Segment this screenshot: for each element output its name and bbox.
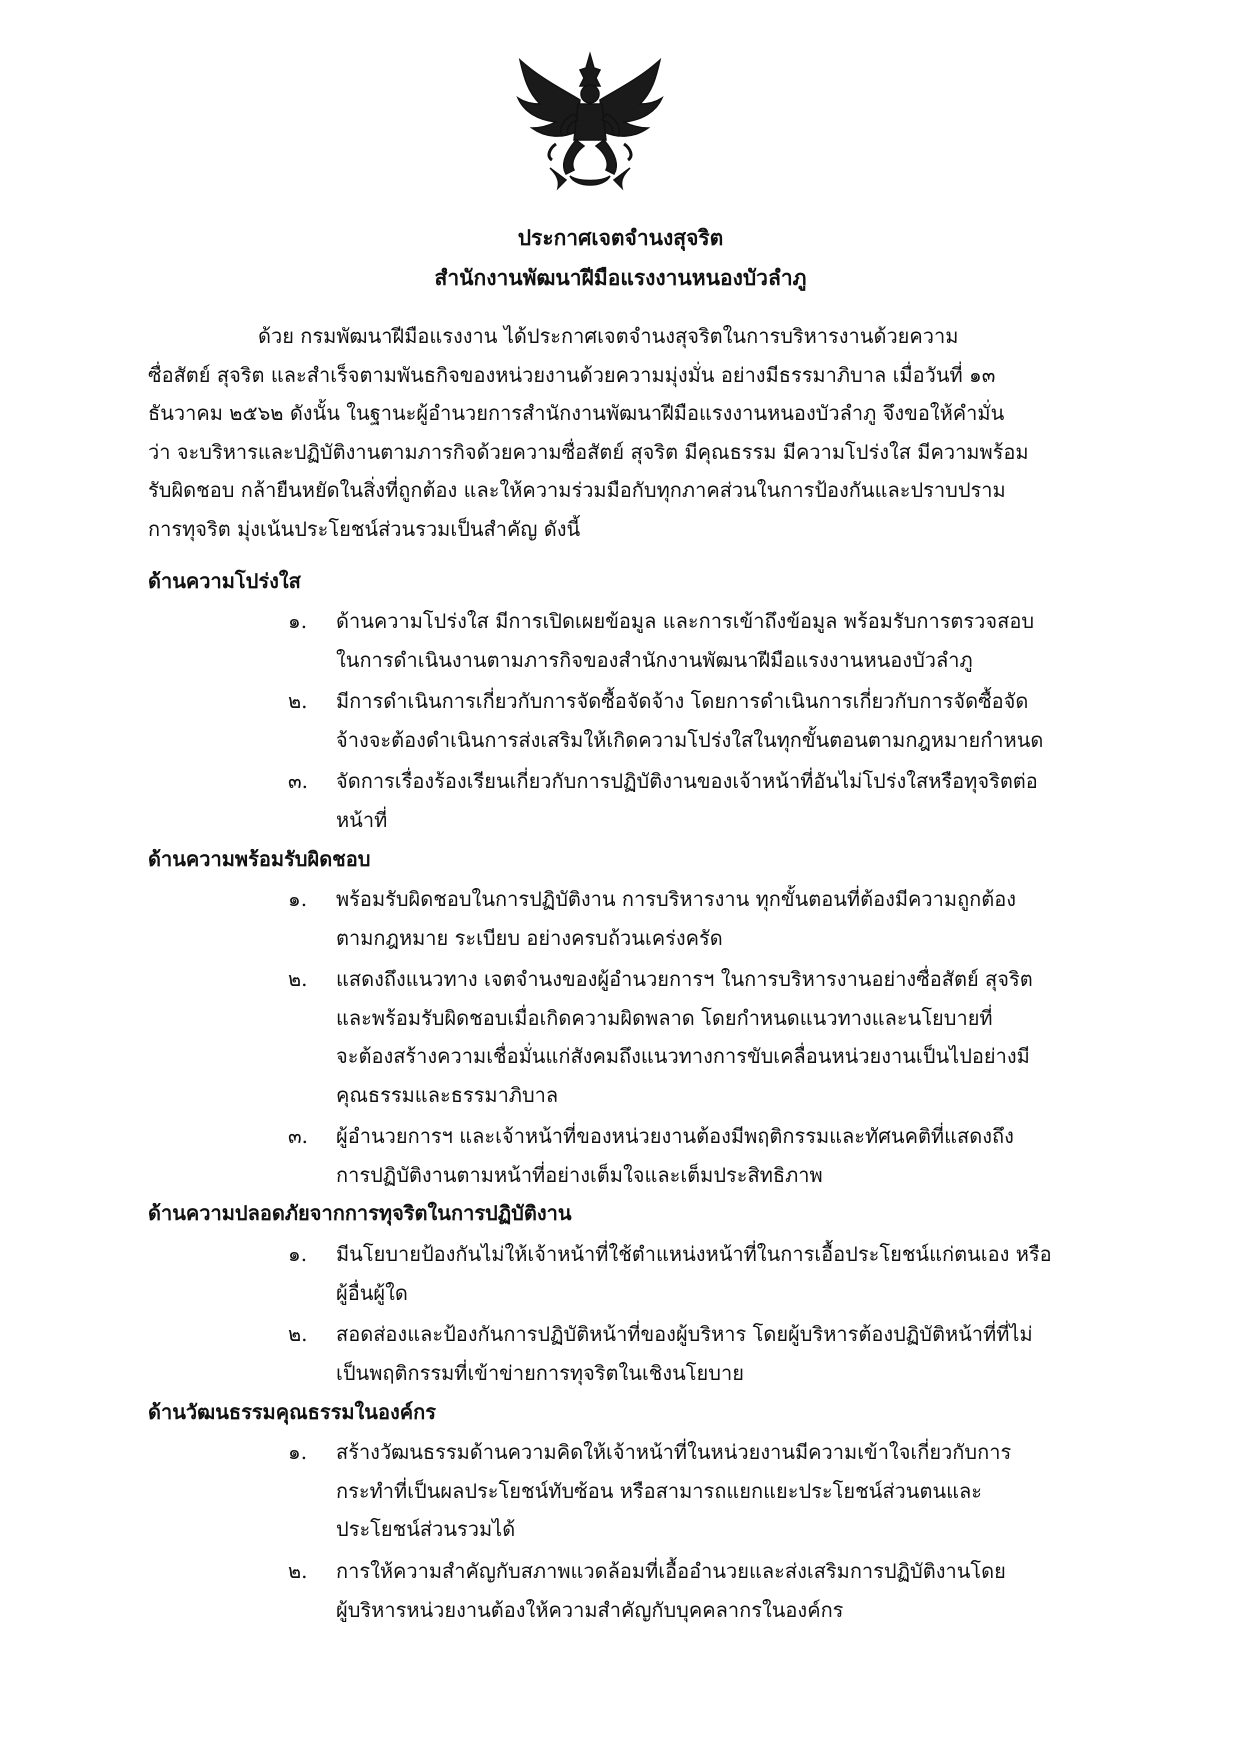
item-line: ผู้บริหารหน่วยงานต้องให้ความสำคัญกับบุคคลากรในองค์กร [336,1597,844,1622]
section-heading: ด้านความโปร่งใส [148,569,301,593]
item-line: การให้ความสำคัญกับสภาพแวดล้อมที่เอื้ออำนวยและส่งเสริมการปฏิบัติงานโดย [336,1559,1006,1583]
intro-line: รับผิดชอบ กล้ายืนหยัดในสิ่งที่ถูกต้อง และให้ความร่วมมือกับทุกภาคส่วนในการป้องกันและปราบปราม [148,478,1006,502]
item-line: ด้านความโปร่งใส มีการเปิดเผยข้อมูล และการเข้าถึงข้อมูล พร้อมรับการตรวจสอบ [336,609,1035,633]
intro-line: ว่า จะบริหารและปฏิบัติงานตามภารกิจด้วยความซื่อสัตย์ สุจริต มีคุณธรรม มีความโปร่งใส มีความพร้อม [148,439,1029,464]
item-line: จะต้องสร้างความเชื่อมั่นแก่สังคมถึงแนวทางการขับเคลื่อนหน่วยงานเป็นไปอย่างมี [336,1044,1030,1068]
item-line: สอดส่องและป้องกันการปฏิบัติหน้าที่ของผู้บริหาร โดยผู้บริหารต้องปฏิบัติหน้าที่ที่ไม่ [336,1322,1033,1346]
item-line: ผู้อื่นผู้ใด [336,1280,408,1305]
item-number: ๒. [288,1559,308,1583]
item-number: ๑. [288,1242,308,1266]
item-number: ๑. [288,887,308,911]
list-item [288,880,1108,957]
item-number: ๒. [288,689,308,713]
section-heading: ด้านวัฒนธรรมคุณธรรมในองค์กร [148,1400,436,1424]
list-item [288,1235,1108,1312]
intro-line: ซื่อสัตย์ สุจริต และสำเร็จตามพันธกิจของหน่วยงานด้วยความมุ่งมั่น อย่างมีธรรมาภิบาล เมื่อวันที่ ๑๓ [148,362,996,387]
item-number: ๒. [288,1322,308,1346]
list-item [288,602,1108,679]
list-item [288,762,1108,839]
item-line: ผู้อำนวยการฯ และเจ้าหน้าที่ของหน่วยงานต้องมีพฤติกรรมและทัศนคติที่แสดงถึง [336,1124,1014,1148]
section-heading: ด้านความปลอดภัยจากการทุจริตในการปฏิบัติงาน [148,1201,572,1225]
item-line: คุณธรรมและธรรมาภิบาล [336,1082,559,1107]
list-item [288,1433,1108,1549]
item-line: กระทำที่เป็นผลประโยชน์ทับซ้อน หรือสามารถแยกแยะประโยชน์ส่วนตนและ [336,1478,983,1503]
document-title: ประกาศเจตจำนงสุจริต [517,226,724,250]
item-line: จ้างจะต้องดำเนินการส่งเสริมให้เกิดความโปร่งใสในทุกขั้นตอนตามกฎหมายกำหนด [336,727,1044,752]
list-item [288,1315,1108,1392]
intro-line: ธันวาคม ๒๕๖๒ ดังนั้น ในฐานะผู้อำนวยการสำนักงานพัฒนาฝีมือแรงงานหนองบัวลำภู จึงขอให้คำมั่น [148,401,1005,425]
list-item [288,682,1108,759]
item-line: การปฏิบัติงานตามหน้าที่อย่างเต็มใจและเต็มประสิทธิภาพ [336,1162,823,1187]
garuda-emblem-icon [510,48,670,198]
intro-line: ด้วย กรมพัฒนาฝีมือแรงงาน ได้ประกาศเจตจำนงสุจริตในการบริหารงานด้วยความ [258,324,959,348]
item-number: ๑. [288,609,308,633]
item-number: ๒. [288,967,308,991]
section-heading: ด้านความพร้อมรับผิดชอบ [148,847,371,871]
item-line: ในการดำเนินงานตามภารกิจของสำนักงานพัฒนาฝีมือแรงงานหนองบัวลำภู [336,647,973,672]
item-line: มีนโยบายป้องกันไม่ให้เจ้าหน้าที่ใช้ตำแหน่งหน้าที่ในการเอื้อประโยชน์แก่ตนเอง หรือ [336,1242,1052,1266]
item-number: ๓. [288,769,309,793]
intro-line: การทุจริต มุ่งเน้นประโยชน์ส่วนรวมเป็นสำคัญ ดังนี้ [148,516,581,541]
document-subtitle: สำนักงานพัฒนาฝีมือแรงงานหนองบัวลำภู [434,266,807,290]
item-line: และพร้อมรับผิดชอบเมื่อเกิดความผิดพลาด โดยกำหนดแนวทางและนโยบายที่ [336,1005,993,1030]
item-number: ๑. [288,1440,308,1464]
item-number: ๓. [288,1124,309,1148]
item-line: จัดการเรื่องร้องเรียนเกี่ยวกับการปฏิบัติงานของเจ้าหน้าที่อันไม่โปร่งใสหรือทุจริตต่อ [336,769,1038,793]
item-line: สร้างวัฒนธรรมด้านความคิดให้เจ้าหน้าที่ในหน่วยงานมีความเข้าใจเกี่ยวกับการ [336,1440,1012,1464]
list-item [288,1552,1108,1629]
item-line: แสดงถึงแนวทาง เจตจำนงของผู้อำนวยการฯ ในการบริหารงานอย่างซื่อสัตย์ สุจริต [336,967,1033,991]
item-line: ตามกฎหมาย ระเบียบ อย่างครบถ้วนเคร่งครัด [336,925,723,950]
intro-paragraph [148,317,1108,548]
item-line: หน้าที่ [336,807,388,832]
item-line: เป็นพฤติกรรมที่เข้าข่ายการทุจริตในเชิงนโยบาย [336,1360,744,1385]
item-line: ประโยชน์ส่วนรวมได้ [336,1517,516,1541]
list-item [288,1117,1108,1194]
item-line: มีการดำเนินการเกี่ยวกับการจัดซื้อจัดจ้าง โดยการดำเนินการเกี่ยวกับการจัดซื้อจัด [336,689,1029,713]
list-item [288,960,1108,1114]
item-line: พร้อมรับผิดชอบในการปฏิบัติงาน การบริหารงาน ทุกขั้นตอนที่ต้องมีความถูกต้อง [336,887,1017,911]
